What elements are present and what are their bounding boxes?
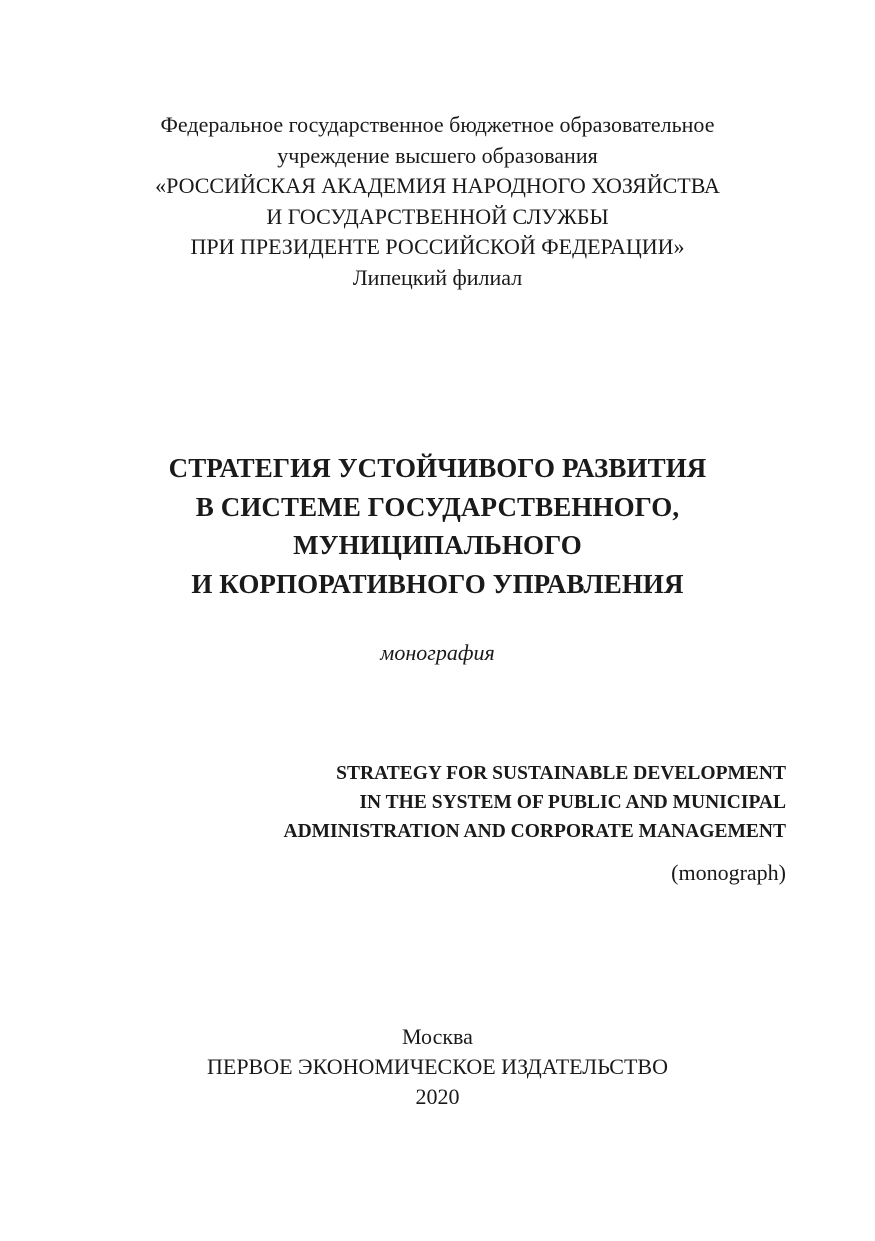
imprint-publisher: ПЕРВОЕ ЭКОНОМИЧЕСКОЕ ИЗДАТЕЛЬСТВО <box>207 1054 668 1079</box>
institution-line-2: учреждение высшего образования <box>277 142 598 168</box>
title-ru-line-1: СТРАТЕГИЯ УСТОЙЧИВОГО РАЗВИТИЯ <box>168 453 707 483</box>
title-en-line-2: IN THE SYSTEM OF PUBLIC AND MUNICIPAL <box>359 792 786 813</box>
title-ru-line-2: В СИСТЕМЕ ГОСУДАРСТВЕННОГО, <box>195 491 680 522</box>
genre-ru: монография <box>380 640 495 665</box>
institution-header <box>0 110 875 293</box>
institution-line-1: Федеральное государственное бюджетное образовательное <box>160 112 715 137</box>
imprint <box>0 1022 875 1112</box>
title-ru-line-3: МУНИЦИПАЛЬНОГО <box>293 530 582 560</box>
title-en-line-1: STRATEGY FOR SUSTAINABLE DEVELOPMENT <box>336 763 786 784</box>
institution-branch: Липецкий филиал <box>352 264 523 290</box>
imprint-year: 2020 <box>415 1084 460 1109</box>
title-en-line-3: ADMINISTRATION AND CORPORATE MANAGEMENT <box>283 821 786 842</box>
institution-line-5: ПРИ ПРЕЗИДЕНТЕ РОССИЙСКОЙ ФЕДЕРАЦИИ» <box>190 234 685 259</box>
institution-line-4: И ГОСУДАРСТВЕННОЙ СЛУЖБЫ <box>266 203 609 229</box>
book-title-en <box>0 759 786 846</box>
book-title-ru <box>0 449 875 603</box>
genre-en: (monograph) <box>671 860 786 885</box>
imprint-city: Москва <box>402 1024 473 1049</box>
title-ru-line-4: И КОРПОРАТИВНОГО УПРАВЛЕНИЯ <box>191 568 684 599</box>
institution-line-3: «РОССИЙСКАЯ АКАДЕМИЯ НАРОДНОГО ХОЗЯЙСТВА <box>155 173 720 198</box>
